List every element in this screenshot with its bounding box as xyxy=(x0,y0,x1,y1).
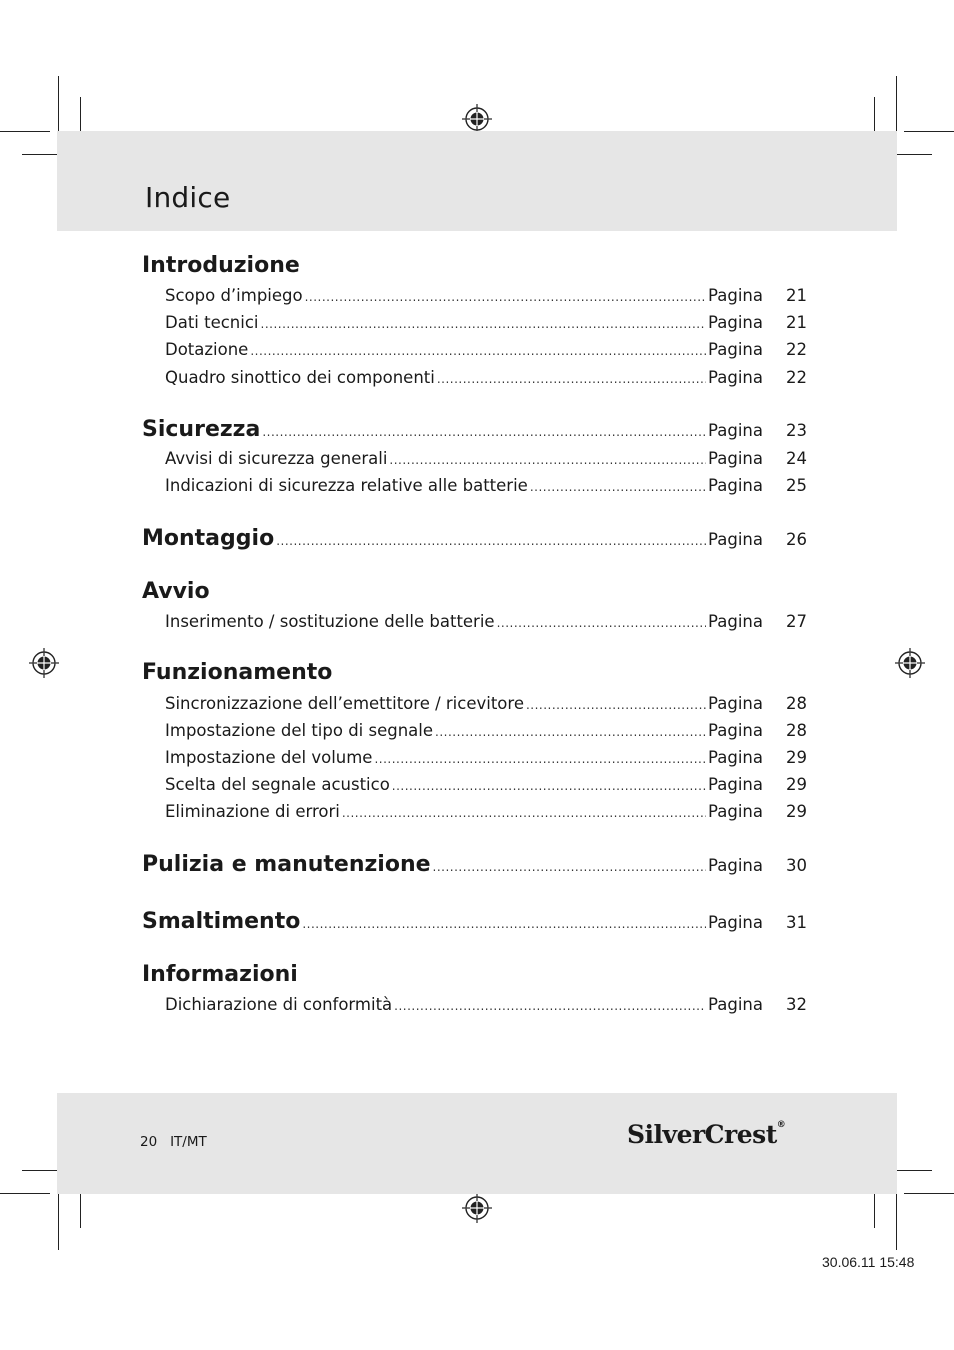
toc-entry-label: Dichiarazione di conformità xyxy=(165,995,393,1014)
brand-logo xyxy=(627,1120,785,1154)
registration-mark-icon xyxy=(462,1193,492,1223)
toc-page-number: 29 xyxy=(786,748,807,767)
crop-mark xyxy=(904,1193,954,1194)
dot-leader xyxy=(302,917,706,931)
toc-section xyxy=(142,579,807,604)
dot-leader xyxy=(497,616,706,630)
toc-page-number: 24 xyxy=(786,449,807,468)
toc-entry xyxy=(142,748,807,767)
dot-leader xyxy=(526,698,706,712)
page-number: 20 xyxy=(140,1134,158,1150)
toc-entry xyxy=(142,313,807,332)
dot-leader xyxy=(261,317,707,331)
toc-entry-label: Eliminazione di errori xyxy=(165,802,340,821)
toc-entry xyxy=(142,995,807,1014)
toc-entry xyxy=(142,340,807,359)
toc-entry xyxy=(142,286,807,305)
page-word: Pagina xyxy=(708,612,763,631)
toc-section-heading: Pulizia e manutenzione xyxy=(142,852,431,877)
toc-section xyxy=(142,417,807,442)
page-word: Pagina xyxy=(708,530,763,549)
page-word: Pagina xyxy=(708,775,763,794)
toc-section xyxy=(142,852,807,877)
toc-section-heading: Avvio xyxy=(142,579,210,604)
dot-leader xyxy=(374,752,706,766)
toc-entry xyxy=(142,612,807,631)
dot-leader xyxy=(262,425,706,439)
crop-mark xyxy=(874,1190,875,1228)
page-title: Indice xyxy=(145,181,231,214)
dot-leader xyxy=(392,779,706,793)
print-stamp: 30.06.11 15:48 xyxy=(822,1254,915,1270)
dot-leader xyxy=(305,290,706,304)
crop-mark xyxy=(896,76,897,136)
toc-page-number: 22 xyxy=(786,340,807,359)
page-word: Pagina xyxy=(708,476,763,495)
page-word: Pagina xyxy=(708,421,763,440)
page-word: Pagina xyxy=(708,748,763,767)
toc-page-number: 31 xyxy=(786,913,807,932)
page-word: Pagina xyxy=(708,856,763,875)
toc-entry-label: Inserimento / sostituzione delle batterie xyxy=(165,612,495,631)
toc-section xyxy=(142,962,807,987)
dot-leader xyxy=(435,725,706,739)
toc-page-number: 30 xyxy=(786,856,807,875)
toc-section-heading: Funzionamento xyxy=(142,660,333,685)
locale-code: IT/MT xyxy=(170,1134,207,1150)
toc-page-number: 21 xyxy=(786,286,807,305)
page-word: Pagina xyxy=(708,313,763,332)
dot-leader xyxy=(250,344,706,358)
crop-mark xyxy=(874,97,875,135)
crop-mark xyxy=(904,131,954,132)
dot-leader xyxy=(530,480,706,494)
page-word: Pagina xyxy=(708,368,763,387)
registration-mark-icon xyxy=(895,648,925,678)
toc-page-number: 28 xyxy=(786,721,807,740)
footer-page-info xyxy=(140,1134,207,1150)
toc-entry xyxy=(142,775,807,794)
crop-mark xyxy=(58,76,59,136)
toc-entry-label: Impostazione del volume xyxy=(165,748,373,767)
brand-name: SilverCrest xyxy=(627,1120,777,1149)
page-word: Pagina xyxy=(708,802,763,821)
toc-section-heading: Introduzione xyxy=(142,253,300,278)
dot-leader xyxy=(394,999,706,1013)
toc-page-number: 26 xyxy=(786,530,807,549)
toc-entry-label: Scopo d’impiego xyxy=(165,286,303,305)
crop-mark xyxy=(58,1190,59,1250)
dot-leader xyxy=(276,534,706,548)
crop-mark xyxy=(0,1193,50,1194)
page-word: Pagina xyxy=(708,913,763,932)
dot-leader xyxy=(433,860,707,874)
toc-section-heading: Informazioni xyxy=(142,962,298,987)
toc-page-number: 25 xyxy=(786,476,807,495)
crop-mark xyxy=(896,1190,897,1250)
page-word: Pagina xyxy=(708,995,763,1014)
page-word: Pagina xyxy=(708,721,763,740)
page-word: Pagina xyxy=(708,286,763,305)
toc-page-number: 29 xyxy=(786,802,807,821)
toc-section xyxy=(142,526,807,551)
registration-mark-icon xyxy=(462,104,492,134)
crop-mark xyxy=(0,131,50,132)
toc-page-number: 21 xyxy=(786,313,807,332)
page-word: Pagina xyxy=(708,449,763,468)
toc-page-number: 28 xyxy=(786,694,807,713)
toc-entry-label: Dati tecnici xyxy=(165,313,259,332)
toc-section-heading: Montaggio xyxy=(142,526,275,551)
toc-entry-label: Sincronizzazione dell’emettitore / ricevitore xyxy=(165,694,524,713)
toc-section xyxy=(142,253,807,278)
toc-section-heading: Sicurezza xyxy=(142,417,261,442)
toc-section xyxy=(142,660,807,685)
page-word: Pagina xyxy=(708,694,763,713)
toc-entry xyxy=(142,476,807,495)
toc-entry-label: Impostazione del tipo di segnale xyxy=(165,721,434,740)
toc-page-number: 22 xyxy=(786,368,807,387)
crop-mark xyxy=(80,97,81,135)
toc-section-heading: Smaltimento xyxy=(142,909,301,934)
toc-entry-label: Dotazione xyxy=(165,340,249,359)
toc-entry xyxy=(142,802,807,821)
dot-leader xyxy=(342,806,706,820)
dot-leader xyxy=(389,453,706,467)
toc-entry xyxy=(142,721,807,740)
crop-mark xyxy=(80,1190,81,1228)
page-word: Pagina xyxy=(708,340,763,359)
toc-entry-label: Quadro sinottico dei componenti xyxy=(165,368,435,387)
toc-page-number: 29 xyxy=(786,775,807,794)
dot-leader xyxy=(437,372,706,386)
toc-entry-label: Scelta del segnale acustico xyxy=(165,775,390,794)
toc-entry xyxy=(142,368,807,387)
toc-page-number: 23 xyxy=(786,421,807,440)
toc-page-number: 27 xyxy=(786,612,807,631)
registration-mark-icon xyxy=(29,648,59,678)
toc-section xyxy=(142,909,807,934)
toc-entry xyxy=(142,694,807,713)
toc-entry-label: Indicazioni di sicurezza relative alle batterie xyxy=(165,476,528,495)
toc-entry xyxy=(142,449,807,468)
toc-entry-label: Avvisi di sicurezza generali xyxy=(165,449,388,468)
toc-page-number: 32 xyxy=(786,995,807,1014)
registered-trademark-icon: ® xyxy=(776,1120,786,1130)
